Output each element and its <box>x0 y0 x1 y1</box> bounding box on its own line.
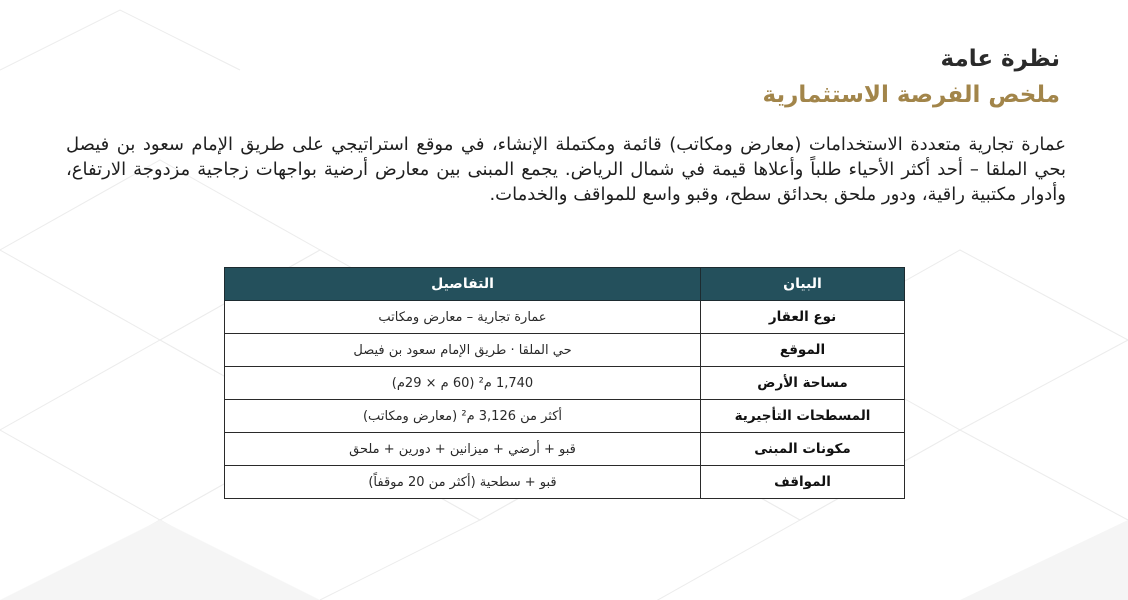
table-row <box>225 466 905 499</box>
table-row <box>225 334 905 367</box>
table-row <box>225 433 905 466</box>
intro-paragraph: عمارة تجارية متعددة الاستخدامات (معارض ومكاتب) قائمة ومكتملة الإنشاء، في موقع استراتيجي على طريق الإمام سعود بن فيصل بحي الملقا – أحد أكثر الأحياء طلباً وأعلاها قيمة في شمال الرياض. يجمع المبنى بين معارض أرضية بواجهات زجاجية مزدوجة الارتفاع، وأدوار مكتبية راقية، ودور ملحق بحدائق سطح، وقبو واسع للمواقف والخدمات. <box>66 134 1066 205</box>
row-label: الموقع <box>701 334 905 367</box>
row-label: المسطحات التأجيرية <box>701 400 905 433</box>
table-row <box>225 301 905 334</box>
row-value: عمارة تجارية – معارض ومكاتب <box>225 301 701 334</box>
header-label: البيان <box>701 268 905 301</box>
row-value: 1,740 م² (60 م × 29م) <box>225 367 701 400</box>
table-header-row <box>225 268 905 301</box>
page-title: نظرة عامة <box>940 46 1060 72</box>
row-label: مساحة الأرض <box>701 367 905 400</box>
row-label: مكونات المبنى <box>701 433 905 466</box>
header-details: التفاصيل <box>225 268 701 301</box>
row-label: المواقف <box>701 466 905 499</box>
table-row <box>225 367 905 400</box>
table-row <box>225 400 905 433</box>
page-subtitle: ملخص الفرصة الاستثمارية <box>762 82 1060 108</box>
row-value: أكثر من 3,126 م² (معارض ومكاتب) <box>225 400 701 433</box>
property-details-table <box>224 267 905 499</box>
row-value: قبو + أرضي + ميزانين + دورين + ملحق <box>225 433 701 466</box>
row-value: قبو + سطحية (أكثر من 20 موقفاً) <box>225 466 701 499</box>
row-value: حي الملقا · طريق الإمام سعود بن فيصل <box>225 334 701 367</box>
row-label: نوع العقار <box>701 301 905 334</box>
